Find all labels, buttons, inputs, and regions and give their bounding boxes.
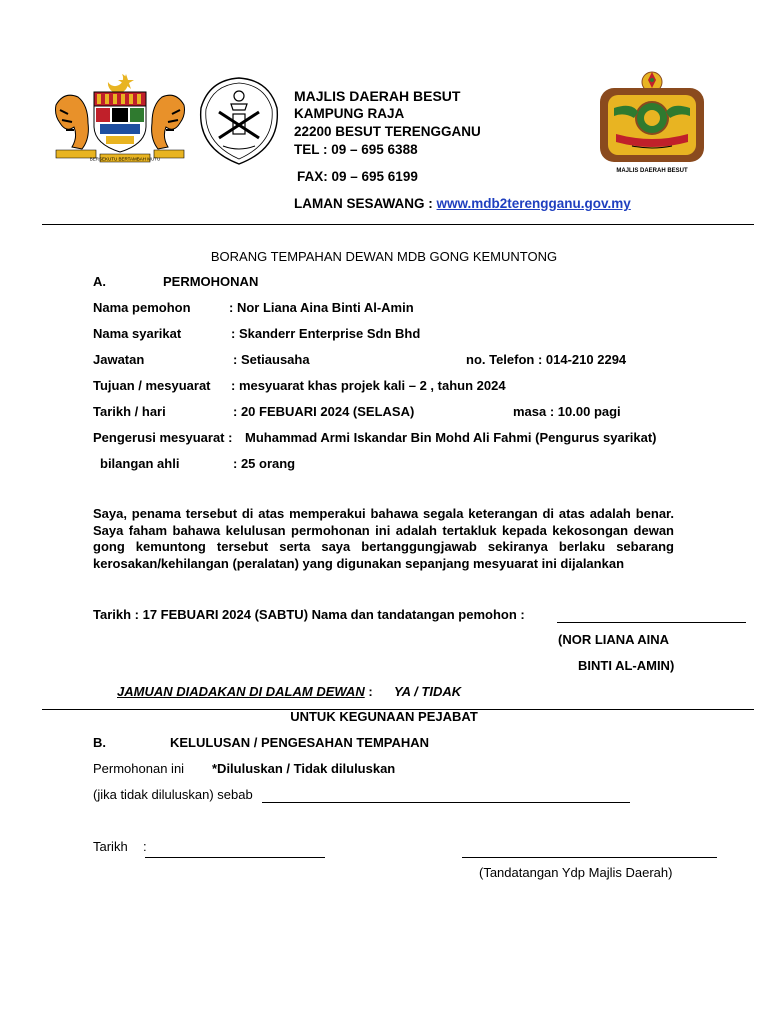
signer-name-line2: BINTI AL-AMIN) <box>578 658 675 673</box>
signer-name-line1: (NOR LIANA AINA <box>558 632 669 647</box>
declaration-paragraph: Saya, penama tersebut di atas memperakui bahawa segala keterangan di atas adalah benar. Saya faham bahawa kelulusan permohonan ini adalah tertakluk kepada kekosongan dewan gong kemuntong tersebut serta saya bertanggungjawab sekiranya berlaku sebarang kerosakan/kehilangan (peralatan) yang digunakan sepanjang mesyuarat ini dijalankan <box>93 506 674 571</box>
svg-text:BERSEKUTU BERTAMBAH MUTU: BERSEKUTU BERTAMBAH MUTU <box>89 156 161 162</box>
website-label: LAMAN SESAWANG : <box>294 196 433 211</box>
applicant-signature-line[interactable] <box>557 622 746 623</box>
jamuan-label: JAMUAN DIADAKAN DI DALAM DEWAN <box>117 684 365 699</box>
ydp-signature-caption: (Tandatangan Ydp Majlis Daerah) <box>479 865 673 880</box>
org-fax: FAX: 09 – 695 6199 <box>297 169 418 184</box>
tujuan-label: Tujuan / mesyuarat <box>93 378 211 393</box>
jamuan-value[interactable]: YA / TIDAK <box>393 684 462 699</box>
office-tarikh-colon: : <box>143 839 147 854</box>
permohonan-options[interactable]: *Diluluskan / Tidak diluluskan <box>212 761 396 776</box>
website-row <box>294 196 631 211</box>
section-b-letter: B. <box>93 735 106 750</box>
office-tarikh-line[interactable] <box>145 857 325 858</box>
section-a-title: PERMOHONAN <box>163 274 259 289</box>
nama-pemohon-label: Nama pemohon <box>93 300 191 315</box>
header-divider <box>42 224 754 225</box>
svg-text:MAJLIS DAERAH BESUT: MAJLIS DAERAH BESUT <box>616 168 688 174</box>
pengerusi-value: Muhammad Armi Iskandar Bin Mohd Ali Fahmi (Pengurus syarikat) <box>245 430 657 445</box>
terengganu-state-crest-logo <box>197 74 281 168</box>
permohonan-label: Permohonan ini <box>93 761 185 776</box>
nama-syarikat-label: Nama syarikat <box>93 326 182 341</box>
jawatan-value: : Setiausaha <box>233 352 310 367</box>
section-a-letter: A. <box>93 274 106 289</box>
reason-input-line[interactable] <box>262 802 630 803</box>
org-address-line2: 22200 BESUT TERENGGANU <box>294 124 481 139</box>
website-link[interactable]: www.mdb2terengganu.gov.my <box>436 196 631 211</box>
majlis-daerah-besut-logo <box>596 68 708 178</box>
pengerusi-label: Pengerusi mesyuarat : <box>93 430 233 445</box>
tarikh-hari-label: Tarikh / hari <box>93 404 166 419</box>
tarikh-hari-value: : 20 FEBUARI 2024 (SELASA) <box>233 404 415 419</box>
applicant-sign-date: Tarikh : 17 FEBUARI 2024 (SABTU) Nama dan tandatangan pemohon : <box>93 607 525 622</box>
masa-value: masa : 10.00 pagi <box>513 404 621 419</box>
ydp-signature-line[interactable] <box>462 857 717 858</box>
section-b-title: KELULUSAN / PENGESAHAN TEMPAHAN <box>170 735 430 750</box>
nama-pemohon-value: : Nor Liana Aina Binti Al-Amin <box>229 300 414 315</box>
jamuan-row <box>117 684 461 699</box>
telefon-value: no. Telefon : 014-210 2294 <box>466 352 627 367</box>
tujuan-value: : mesyuarat khas projek kali – 2 , tahun 2024 <box>231 378 506 393</box>
bilangan-ahli-label: bilangan ahli <box>100 456 180 471</box>
org-address-line1: KAMPUNG RAJA <box>294 106 405 121</box>
office-tarikh-label: Tarikh <box>93 839 128 854</box>
form-title: BORANG TEMPAHAN DEWAN MDB GONG KEMUNTONG <box>210 249 558 264</box>
jamuan-colon: : <box>368 684 373 699</box>
org-name: MAJLIS DAERAH BESUT <box>294 88 461 104</box>
bilangan-ahli-value: : 25 orang <box>233 456 296 471</box>
office-title: UNTUK KEGUNAAN PEJABAT <box>290 709 478 724</box>
reason-label: (jika tidak diluluskan) sebab <box>93 787 253 802</box>
nama-syarikat-value: : Skanderr Enterprise Sdn Bhd <box>231 326 421 341</box>
malaysia-coat-of-arms-logo <box>50 70 190 165</box>
jawatan-label: Jawatan <box>93 352 145 367</box>
org-telephone: TEL : 09 – 695 6388 <box>294 142 418 157</box>
